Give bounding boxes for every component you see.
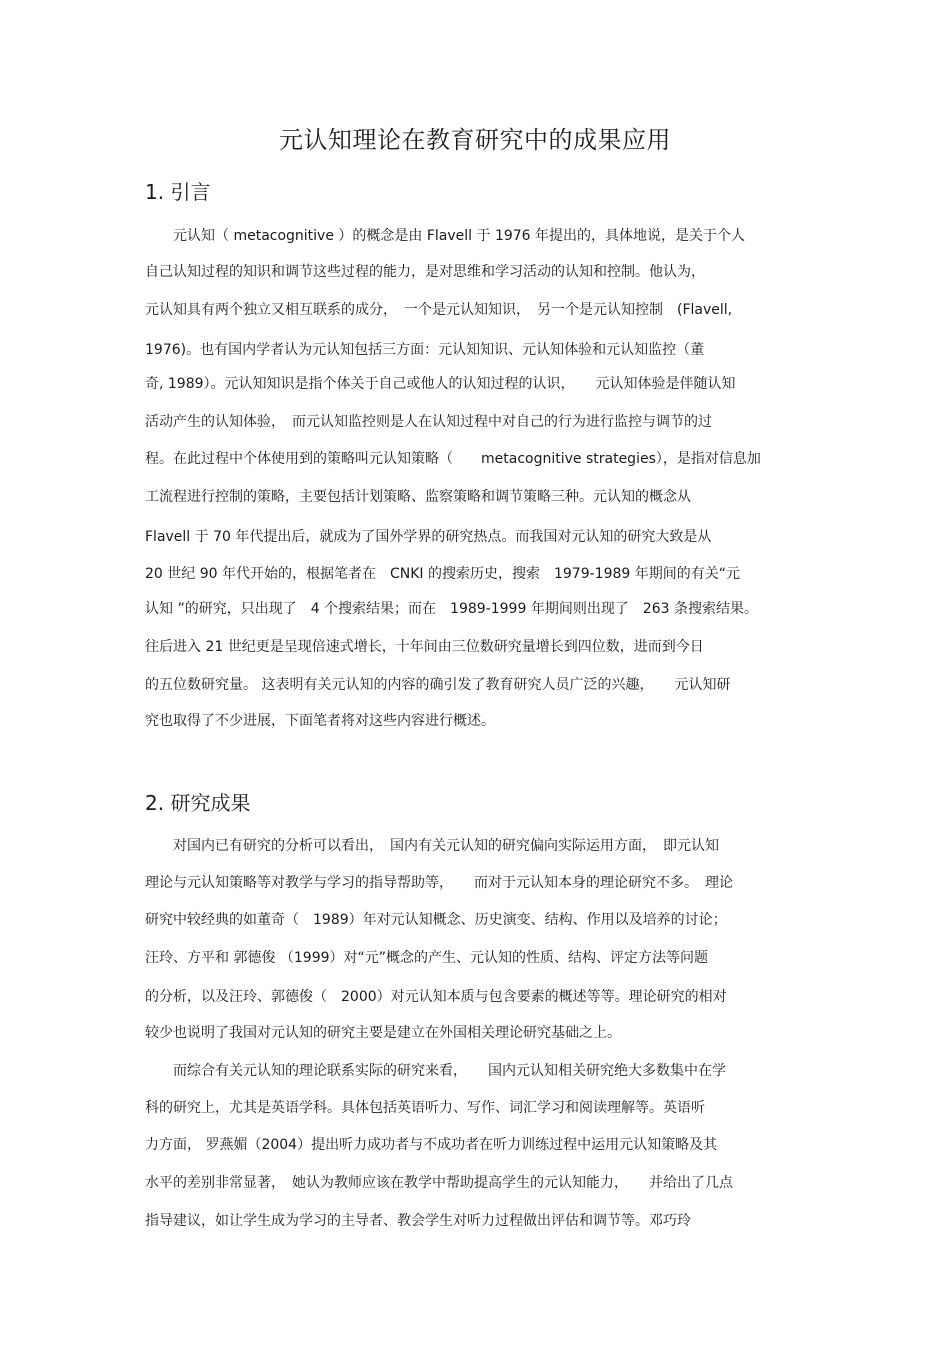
paragraph-line: 究也取得了不少进展，下面笔者将对这些内容进行概述。 — [145, 713, 495, 729]
paragraph-line: 自己认知过程的知识和调节这些过程的能力，是对思维和学习活动的认知和控制。他认为， — [145, 264, 705, 280]
paragraph-line: 指导建议，如让学生成为学习的主导者、教会学生对听力过程做出评估和调节等。邓巧玲 — [145, 1213, 691, 1229]
paragraph-line: 工流程进行控制的策略，主要包括计划策略、监察策略和调节策略三种。元认知的概念从 — [145, 489, 691, 505]
document-title: 元认知理论在教育研究中的成果应用 — [279, 126, 671, 154]
paragraph-line: 活动产生的认知体验， 而元认知监控则是人在认知过程中对自己的行为进行监控与调节的过 — [145, 414, 712, 430]
paragraph-line: 1976)。也有国内学者认为元认知包括三方面：元认知知识、元认知体验和元认知监控（董 — [145, 342, 705, 358]
paragraph-line: 对国内已有研究的分析可以看出， 国内有关元认知的研究偏向实际运用方面， 即元认知 — [145, 838, 719, 854]
paragraph-line: 认知 ”的研究，只出现了 4 个搜索结果；而在 1989-1999 年期间则出现了 263 条搜索结果。 — [145, 601, 758, 617]
paragraph-line: 20 世纪 90 年代开始的，根据笔者在 CNKI 的搜索历史，搜索 1979-1989 年期间的有关“元 — [145, 566, 740, 582]
paragraph-line: 奇, 1989）。元认知知识是指个体关于自己或他人的认知过程的认识， 元认知体验是伴随认知 — [145, 376, 736, 392]
paragraph-line: 研究中较经典的如董奇（ 1989）年对元认知概念、历史演变、结构、作用以及培养的讨论； — [145, 912, 727, 928]
paragraph-line: 力方面， 罗燕媚（2004）提出听力成功者与不成功者在听力训练过程中运用元认知策略及其 — [145, 1137, 718, 1153]
section-heading-research-results: 2. 研究成果 — [145, 791, 251, 815]
paragraph-line: 程。在此过程中个体使用到的策略叫元认知策略（ metacognitive strategies），是指对信息加 — [145, 451, 761, 467]
paragraph-line: 水平的差别非常显著， 她认为教师应该在教学中帮助提高学生的元认知能力， 并给出了几点 — [145, 1175, 733, 1191]
paragraph-line: 元认知具有两个独立又相互联系的成分， 一个是元认知知识， 另一个是元认知控制 (Flavell, — [145, 302, 733, 318]
paragraph-line: 的五位数研究量。 这表明有关元认知的内容的确引发了教育研究人员广泛的兴趣， 元认知研 — [145, 677, 731, 693]
paragraph-line: 元认知（ metacognitive ）的概念是由 Flavell 于 1976 年提出的，具体地说，是关于个人 — [145, 228, 746, 244]
paragraph-line: 往后进入 21 世纪更是呈现倍速式增长，十年间由三位数研究量增长到四位数，进而到今日 — [145, 639, 704, 655]
section-heading-introduction: 1. 引言 — [145, 180, 211, 204]
paragraph-line: 汪玲、方平和 郭德俊 （1999）对“元”概念的产生、元认知的性质、结构、评定方法等问题 — [145, 950, 709, 966]
paragraph-line: 较少也说明了我国对元认知的研究主要是建立在外国相关理论研究基础之上。 — [145, 1025, 621, 1041]
paragraph-line: 理论与元认知策略等对教学与学习的指导帮助等， 而对于元认知本身的理论研究不多。 理论 — [145, 875, 733, 891]
paragraph-line: 的分析，以及汪玲、郭德俊（ 2000）对元认知本质与包含要素的概述等等。理论研究的相对 — [145, 989, 727, 1005]
paragraph-line: Flavell 于 70 年代提出后，就成为了国外学界的研究热点。而我国对元认知的研究大致是从 — [145, 529, 712, 545]
paragraph-line: 而综合有关元认知的理论联系实际的研究来看， 国内元认知相关研究绝大多数集中在学 — [145, 1063, 726, 1079]
paragraph-line: 科的研究上，尤其是英语学科。具体包括英语听力、写作、词汇学习和阅读理解等。英语听 — [145, 1100, 705, 1116]
